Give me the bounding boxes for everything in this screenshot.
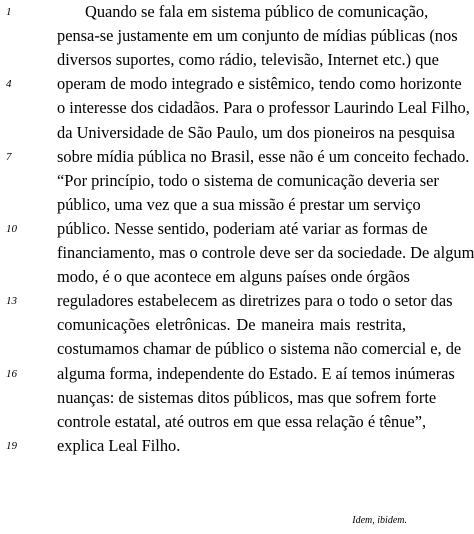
text-line: [0, 241, 474, 265]
line-number: 7: [6, 150, 12, 163]
line-text: reguladores estabelecem as diretrizes para o todo o setor das: [57, 291, 453, 311]
line-text: operam de modo integrado e sistêmico, tendo como horizonte: [57, 74, 462, 94]
line-text: controle estatal, até outros em que essa relação é tênue”,: [57, 411, 427, 431]
text-line: [0, 72, 462, 96]
line-text: da Universidade de São Paulo, um dos pioneiros na pesquisa: [57, 122, 455, 142]
line-text: pensa-se justamente em um conjunto de mídias públicas (nos: [57, 26, 458, 46]
text-line: [0, 96, 470, 120]
line-text: diversos suportes, como rádio, televisão, Internet etc.) que: [57, 50, 439, 70]
text-line: [0, 48, 439, 72]
text-line: [0, 434, 431, 458]
line-text: comunicações eletrônicas. De maneira mais restrita,: [57, 315, 406, 335]
text-line: [0, 24, 458, 48]
text-line: [0, 337, 462, 361]
text-line: [0, 265, 431, 289]
text-line: [0, 410, 431, 434]
text-line: [0, 169, 439, 193]
line-text: costumamos chamar de público o sistema não comercial e, de: [57, 339, 462, 359]
text-line: [0, 217, 431, 241]
line-number: 1: [6, 6, 12, 18]
line-text: Quando se fala em sistema público de comunicação,: [85, 2, 429, 21]
line-text: público, uma vez que a sua missão é prestar um serviço: [57, 194, 421, 214]
line-text: explica Leal Filho.: [57, 435, 181, 455]
text-line: [0, 386, 437, 410]
line-text: público. Nesse sentido, poderiam até variar as formas de: [57, 218, 428, 238]
line-number: 19: [6, 439, 17, 452]
text-line: [0, 145, 470, 169]
line-text: alguma forma, independente do Estado. E aí temos inúmeras: [57, 363, 455, 383]
line-text: nuanças: de sistemas ditos públicos, mas que sofrem forte: [57, 387, 437, 407]
line-number: 10: [6, 222, 17, 235]
line-text: modo, é o que acontece em alguns países onde órgãos: [57, 267, 410, 287]
line-number: 13: [6, 295, 17, 308]
text-line: [0, 362, 455, 386]
text-line: [0, 0, 431, 24]
line-text: sobre mídia pública no Brasil, esse não é um conceito fechado.: [57, 146, 470, 166]
line-number: 4: [6, 78, 12, 91]
source-citation: Idem, ibidem.: [352, 515, 407, 526]
text-line: [0, 313, 431, 337]
line-text: “Por princípio, todo o sistema de comunicação deveria ser: [57, 170, 439, 190]
line-number: 16: [6, 367, 17, 380]
line-text: o interesse dos cidadãos. Para o professor Laurindo Leal Filho,: [57, 98, 470, 118]
text-line: [0, 193, 431, 217]
text-line: [0, 121, 455, 145]
line-text: financiamento, mas o controle deve ser da sociedade. De algum: [57, 243, 474, 262]
text-line: [0, 289, 453, 313]
